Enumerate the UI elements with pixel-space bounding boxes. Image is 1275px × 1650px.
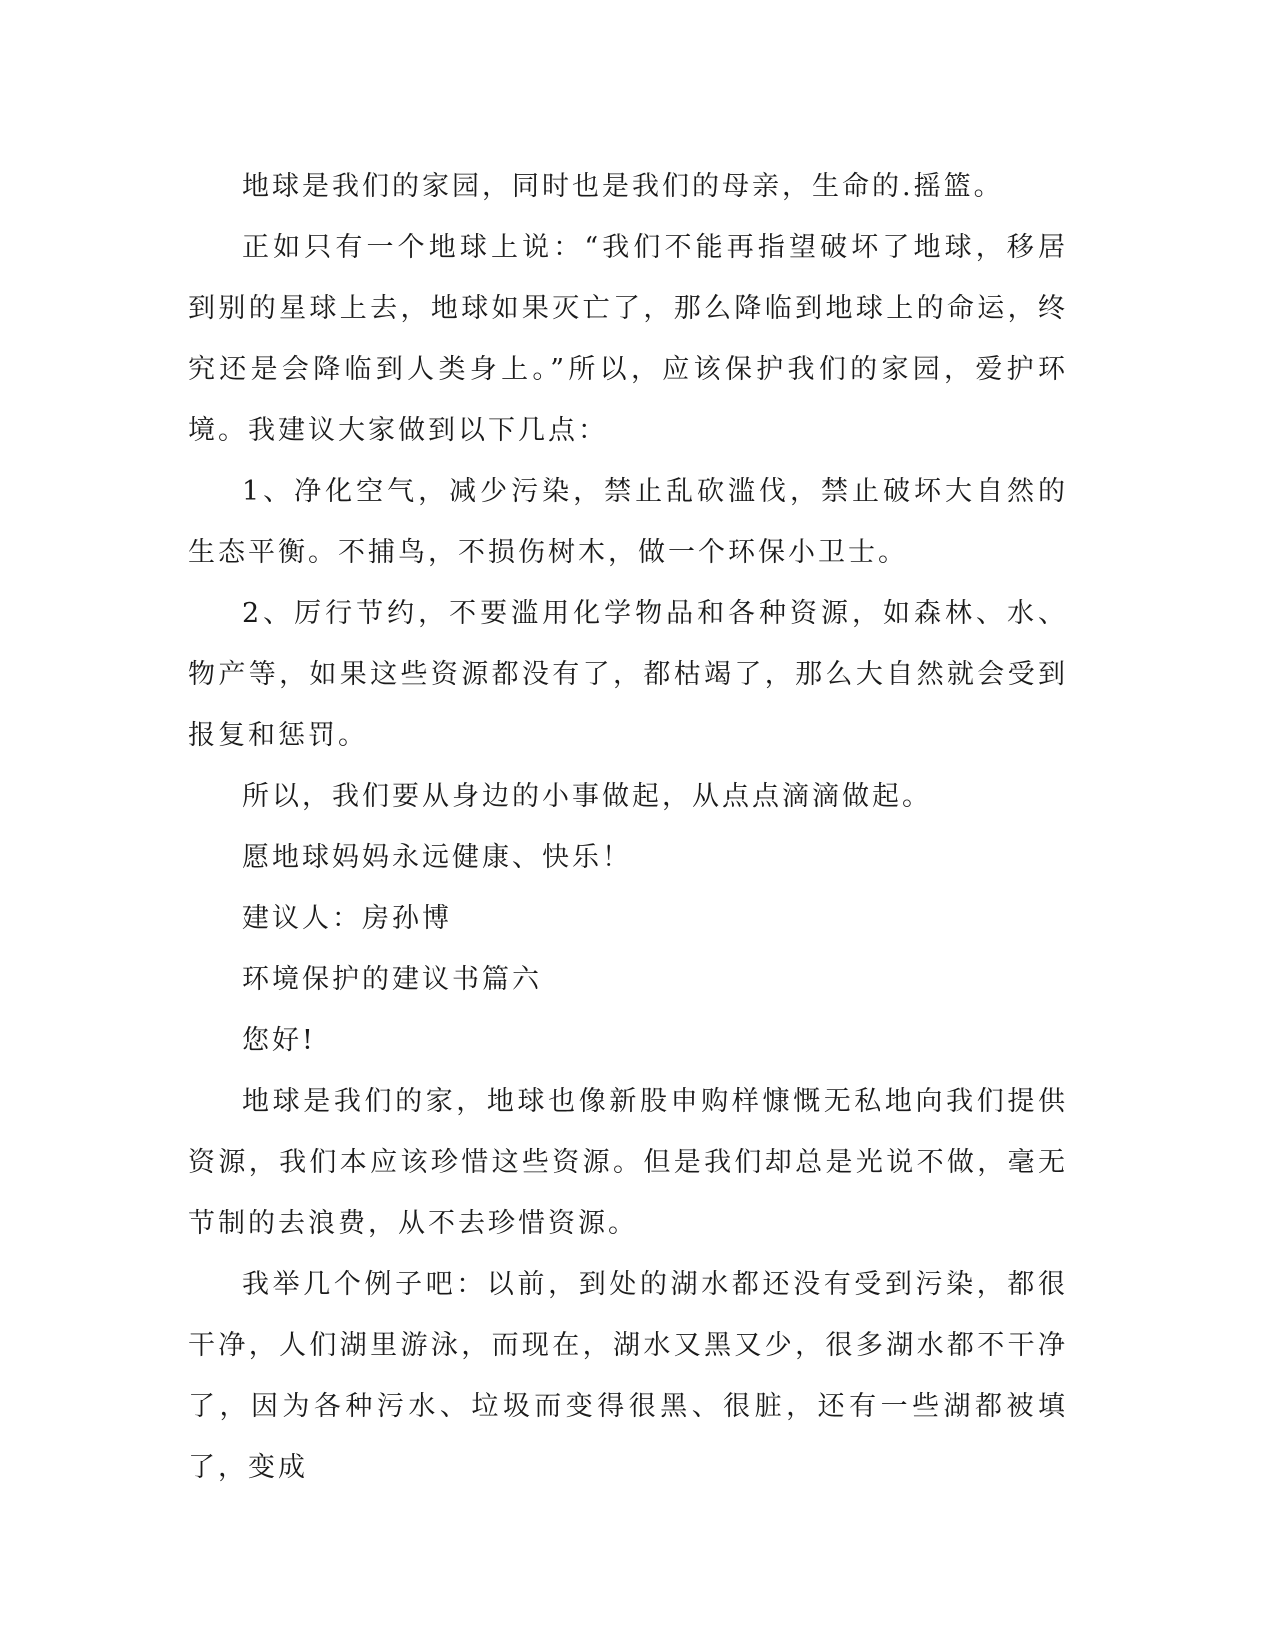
paragraph: 所以，我们要从身边的小事做起，从点点滴滴做起。 — [242, 781, 932, 812]
paragraph: 地球是我们的家，地球也像新股申购样慷慨无私地向我们提供资源，我们本应该珍惜这些资源。但是我们却总是光说不做，毫无节制的去浪费，从不去珍惜资源。 — [188, 1086, 1068, 1239]
paragraph: 地球是我们的家园，同时也是我们的母亲，生命的.摇篮。 — [242, 171, 1004, 202]
paragraph: 正如只有一个地球上说：“我们不能再指望破坏了地球，移居到别的星球上去，地球如果灭亡了，那么降临到地球上的命运，终究还是会降临到人类身上。”所以，应该保护我们的家园，爱护环境。我建议大家做到以下几点： — [188, 232, 1068, 446]
list-item: 1、净化空气，减少污染，禁止乱砍滥伐，禁止破坏大自然的生态平衡。不捕鸟，不损伤树木，做一个环保小卫士。 — [188, 476, 1068, 568]
greeting: 您好! — [242, 1025, 316, 1056]
section-heading: 环境保护的建议书篇六 — [242, 964, 542, 995]
signature-line: 建议人：房孙博 — [242, 903, 452, 934]
paragraph: 愿地球妈妈永远健康、快乐！ — [242, 842, 632, 873]
paragraph: 我举几个例子吧：以前，到处的湖水都还没有受到污染，都很干净，人们湖里游泳，而现在，湖水又黑又少，很多湖水都不干净了，因为各种污水、垃圾而变得很黑、很脏，还有一些湖都被填了，变成 — [188, 1269, 1068, 1483]
document-body — [188, 156, 1068, 1498]
list-item: 2、厉行节约，不要滥用化学物品和各种资源，如森林、水、物产等，如果这些资源都没有了，都枯竭了，那么大自然就会受到报复和惩罚。 — [188, 598, 1068, 751]
